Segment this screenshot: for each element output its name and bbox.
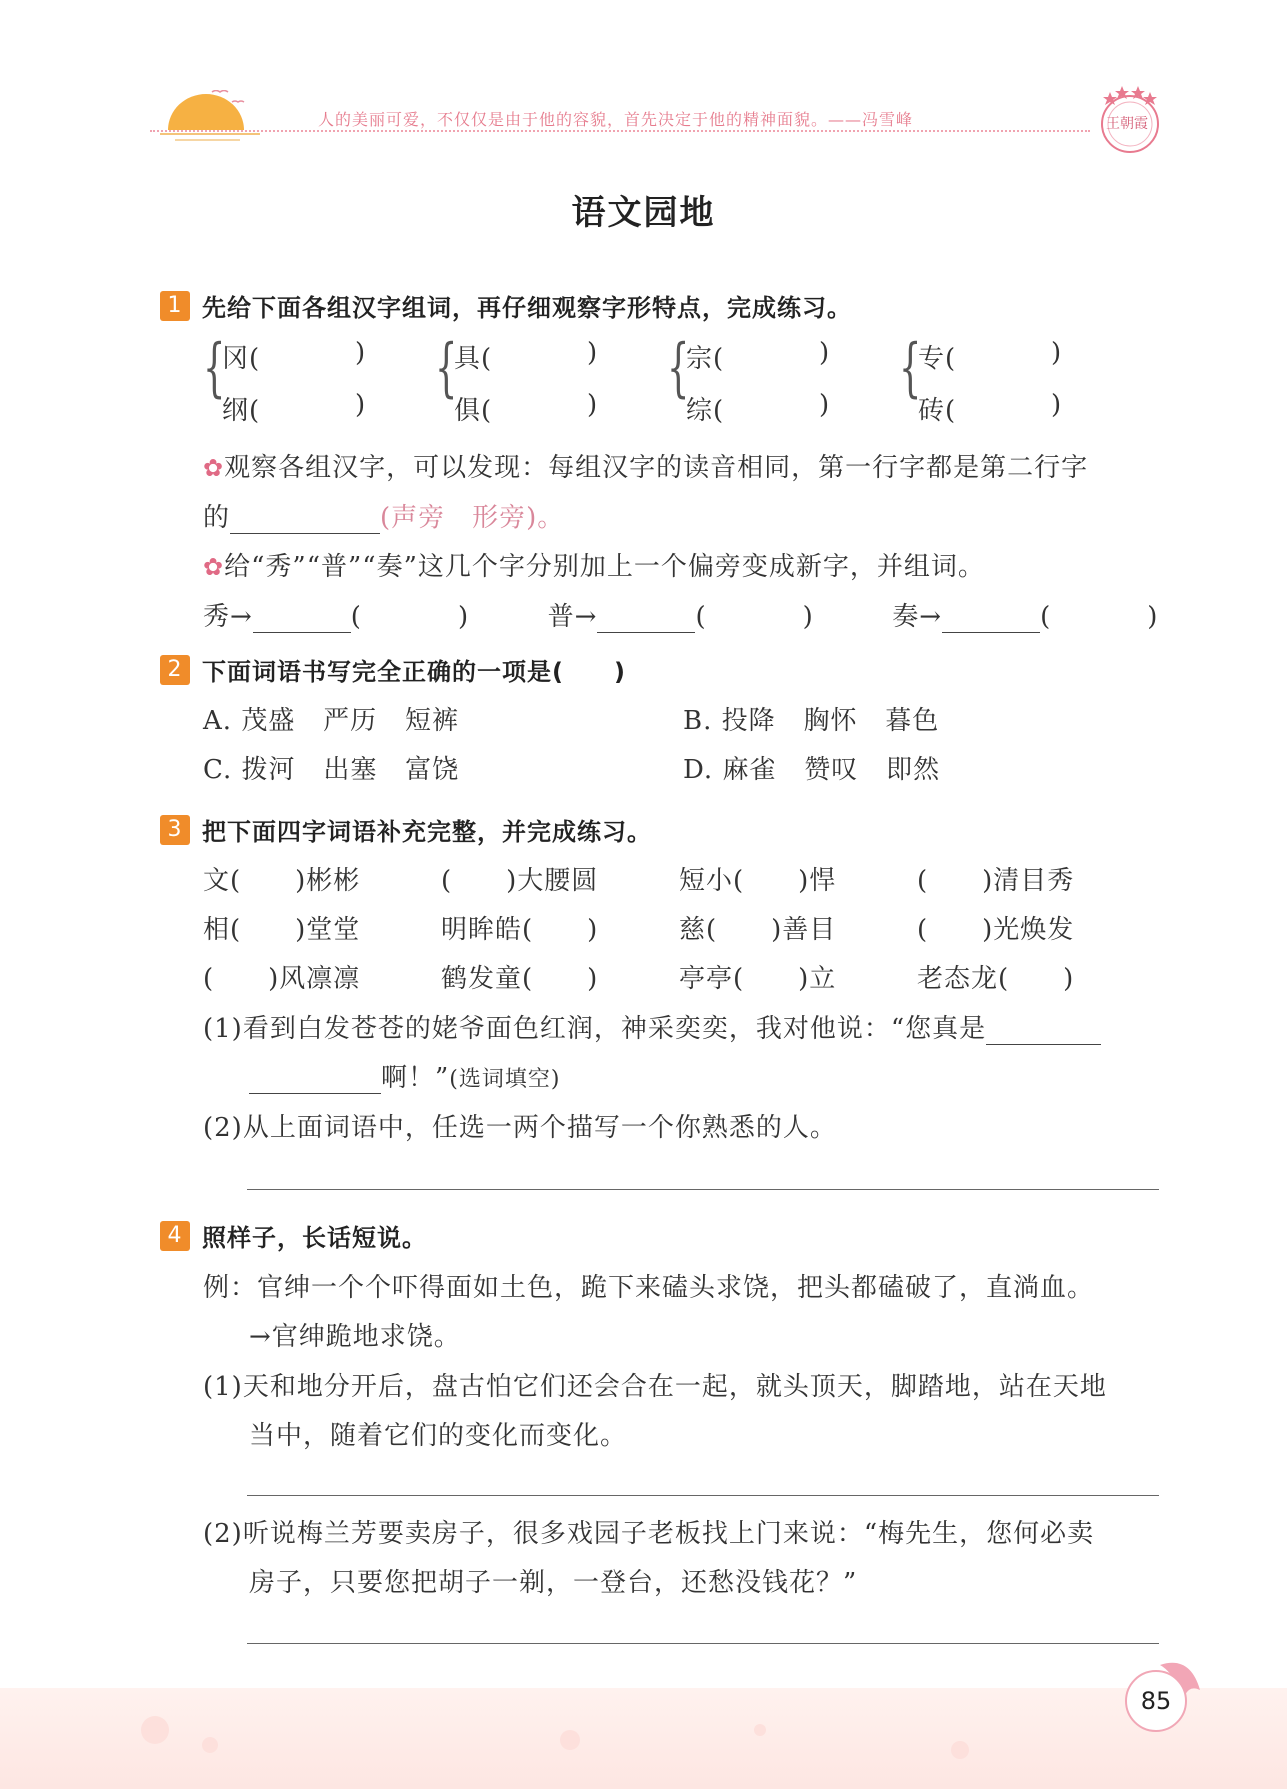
question-text: 照样子，长话短说。 bbox=[202, 1224, 427, 1252]
idiom[interactable]: ( )大腰圆 bbox=[441, 866, 599, 896]
bubble-decoration-icon bbox=[140, 1700, 1040, 1780]
answer-line[interactable] bbox=[247, 1643, 1159, 1644]
question-text: 先给下面各组汉字组词，再仔细观察字形特点，完成练习。 bbox=[202, 294, 852, 322]
brace-icon: { bbox=[203, 331, 226, 405]
question-number: 3 bbox=[160, 815, 190, 845]
char-top: 具( bbox=[454, 344, 493, 374]
seal-text: 王朝霞 bbox=[1106, 116, 1148, 132]
question-3-heading bbox=[160, 812, 652, 847]
idiom[interactable]: 亭亭( )立 bbox=[679, 964, 837, 994]
idiom[interactable]: ( )风凛凛 bbox=[203, 964, 361, 994]
brace-icon: { bbox=[435, 331, 458, 405]
fill-blank[interactable] bbox=[597, 606, 695, 633]
item-2-line-2: 房子，只要您把胡子一剃，一登台，还愁没钱花？” bbox=[249, 1568, 858, 1598]
paren-close: ) bbox=[355, 338, 367, 368]
observe-line-2: 的 (声旁 形旁)。 bbox=[203, 503, 565, 533]
observe-line-1: ✿观察各组汉字，可以发现：每组汉字的读音相同，第一行字都是第二行字 bbox=[203, 453, 1089, 483]
question-number: 1 bbox=[160, 291, 190, 321]
brace-icon: { bbox=[899, 331, 922, 405]
option-a[interactable]: A. 茂盛 严历 短裤 bbox=[203, 706, 459, 736]
example-line-1: 例：官绅一个个吓得面如土色，跪下来磕头求饶，把头都磕破了，直淌血。 bbox=[203, 1273, 1095, 1303]
paren-close: ) bbox=[819, 338, 831, 368]
question-number: 2 bbox=[160, 655, 190, 685]
item-2-line-1: (2)听说梅兰芳要卖房子，很多戏园子老板找上门来说：“梅先生，您何必卖 bbox=[203, 1519, 1095, 1549]
answer-line[interactable] bbox=[247, 1189, 1159, 1190]
header-divider bbox=[150, 130, 1090, 132]
char-top: 冈( bbox=[222, 344, 261, 374]
brace-icon: { bbox=[667, 331, 690, 405]
question-number: 4 bbox=[160, 1221, 190, 1251]
option-d[interactable]: D. 麻雀 赞叹 即然 bbox=[683, 755, 941, 785]
char-bottom: 综( bbox=[686, 396, 725, 426]
paren-close: ) bbox=[587, 390, 599, 420]
fill-blank[interactable] bbox=[249, 1067, 381, 1094]
fill-blank[interactable] bbox=[253, 606, 351, 633]
idiom[interactable]: 老态龙( ) bbox=[917, 964, 1075, 994]
idiom[interactable]: 相( )堂堂 bbox=[203, 915, 361, 945]
item-1-line-2: 当中，随着它们的变化而变化。 bbox=[249, 1421, 628, 1451]
char-top: 宗( bbox=[686, 344, 725, 374]
add-radical-instruction: ✿给“秀”“普”“奏”这几个字分别加上一个偏旁变成新字，并组词。 bbox=[203, 552, 985, 582]
example-line-2: →官绅跪地求饶。 bbox=[249, 1322, 461, 1352]
sub-question-1: (1)看到白发苍苍的姥爷面色红润，神采奕奕，我对他说：“您真是 bbox=[203, 1008, 1101, 1045]
choice-options[interactable]: (声旁 形旁)。 bbox=[380, 503, 565, 533]
question-2-heading bbox=[160, 652, 626, 687]
question-text: 把下面四字词语补充完整，并完成练习。 bbox=[202, 818, 652, 846]
page-number: 85 bbox=[1125, 1670, 1187, 1732]
idiom[interactable]: 短小( )悍 bbox=[679, 866, 837, 896]
paren-close: ) bbox=[1051, 390, 1063, 420]
paren-close: ) bbox=[355, 390, 367, 420]
idiom[interactable]: 鹤发童( ) bbox=[441, 964, 599, 994]
paren-close: ) bbox=[819, 390, 831, 420]
option-b[interactable]: B. 投降 胸怀 暮色 bbox=[683, 706, 940, 736]
question-4-heading bbox=[160, 1218, 427, 1253]
answer-line[interactable] bbox=[247, 1495, 1159, 1496]
header-quote: 人的美丽可爱，不仅仅是由于他的容貌，首先决定于他的精神面貌。——冯雪峰 bbox=[318, 110, 914, 129]
fill-blank[interactable] bbox=[942, 606, 1040, 633]
item-1-line-1: (1)天和地分开后，盘古怕它们还会合在一起，就头顶天，脚踏地，站在天地 bbox=[203, 1372, 1107, 1402]
option-c[interactable]: C. 拨河 出塞 富饶 bbox=[203, 755, 460, 785]
question-1-heading bbox=[160, 288, 852, 323]
sub-question-1-cont: 啊！”(选词填空) bbox=[249, 1057, 560, 1094]
idiom[interactable]: 明眸皓( ) bbox=[441, 915, 599, 945]
question-text: 下面词语书写完全正确的一项是( ) bbox=[202, 658, 626, 686]
page-title: 语文园地 bbox=[571, 193, 716, 233]
idiom[interactable]: 文( )彬彬 bbox=[203, 866, 361, 896]
paren-close: ) bbox=[1051, 338, 1063, 368]
paren-close: ) bbox=[587, 338, 599, 368]
fill-blank[interactable] bbox=[230, 507, 380, 534]
fill-blank[interactable] bbox=[986, 1018, 1101, 1045]
flower-icon: ✿ bbox=[203, 553, 225, 581]
char-bottom: 纲( bbox=[222, 396, 261, 426]
sub-question-2: (2)从上面词语中，任选一两个描写一个你熟悉的人。 bbox=[203, 1113, 837, 1143]
char-bottom: 俱( bbox=[454, 396, 493, 426]
idiom[interactable]: ( )清目秀 bbox=[917, 866, 1075, 896]
flower-icon: ✿ bbox=[203, 454, 225, 482]
add-radical-row: 秀→ ( ) 普→ ( ) 奏→ ( ) bbox=[203, 602, 1159, 632]
char-top: 专( bbox=[918, 344, 957, 374]
char-bottom: 砖( bbox=[918, 396, 957, 426]
sunset-logo-icon bbox=[160, 90, 280, 150]
idiom[interactable]: 慈( )善目 bbox=[679, 915, 837, 945]
idiom[interactable]: ( )光焕发 bbox=[917, 915, 1075, 945]
